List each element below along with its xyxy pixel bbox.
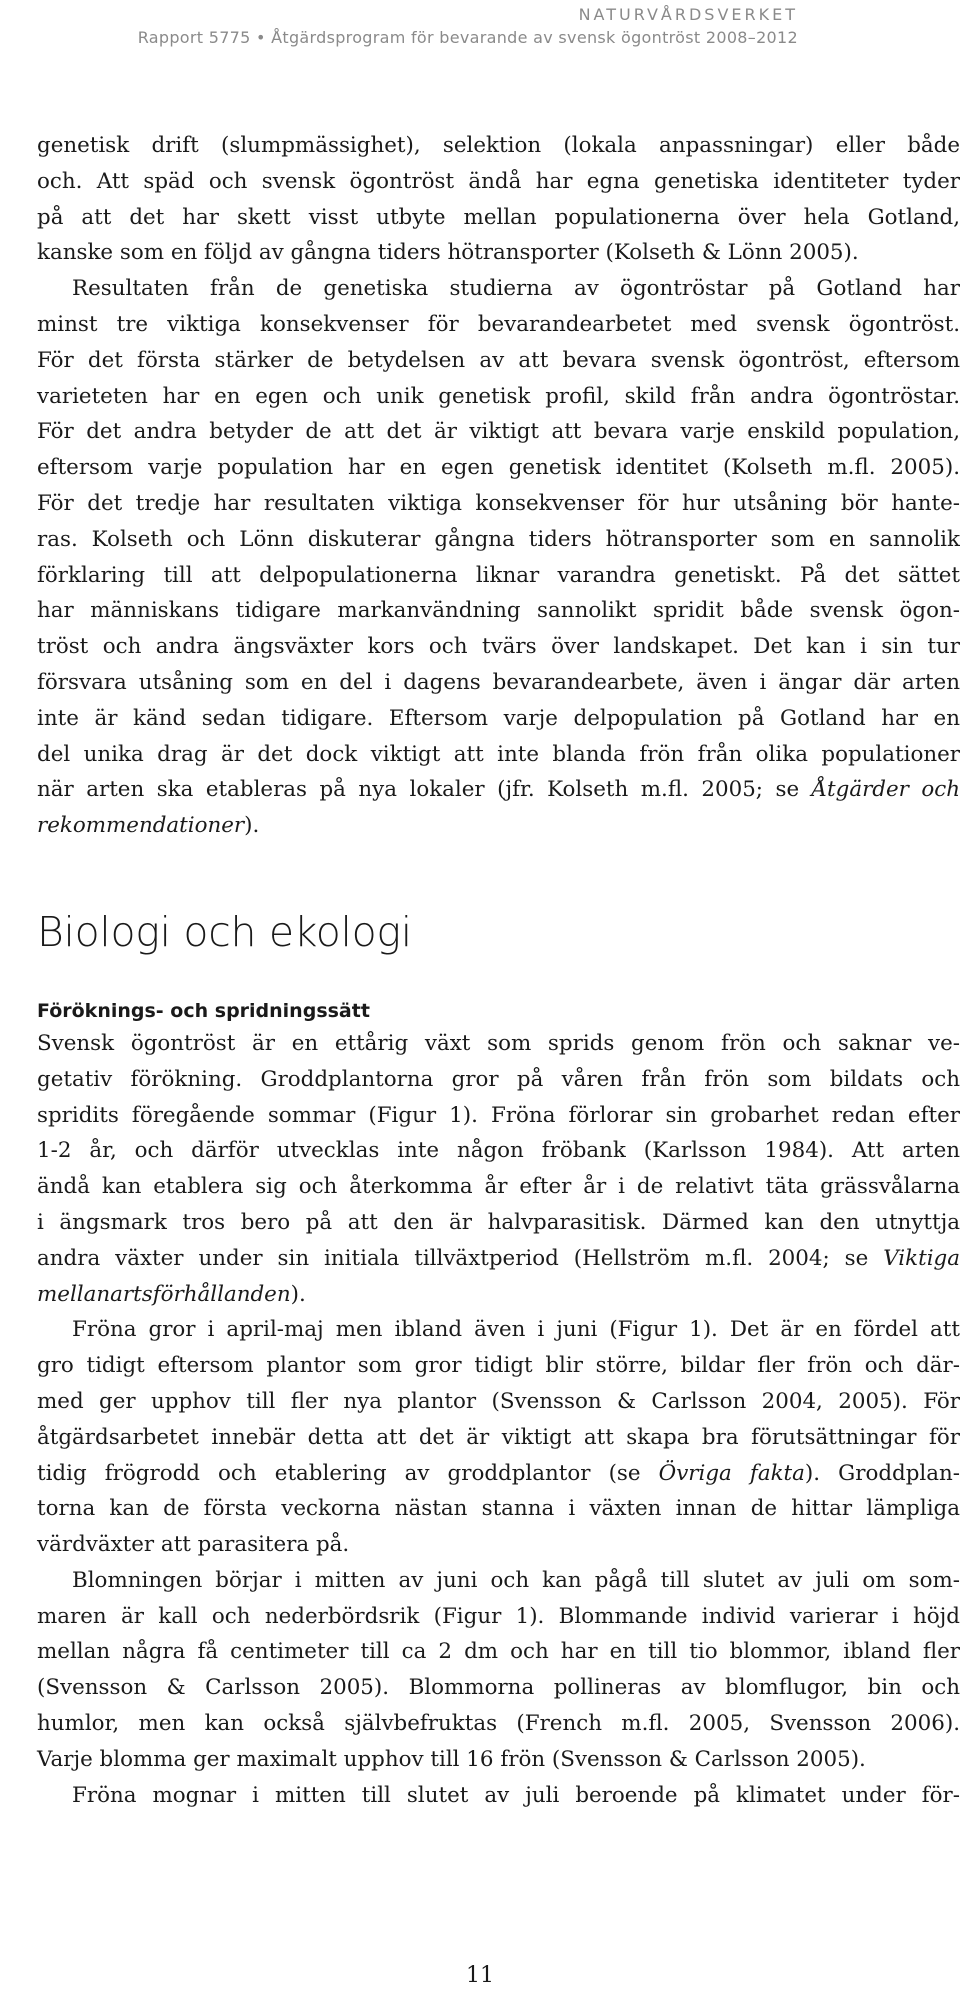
text-fragment: tidig frögrodd och etablering av groddplantor (se — [37, 1460, 659, 1486]
text-line — [37, 772, 960, 808]
text-line: inte är känd sedan tidigare. Eftersom varje delpopulation på Gotland har en — [37, 705, 960, 731]
text-line: varieteten har en egen och unik genetisk profil, skild från andra ögontröstar. — [37, 383, 960, 409]
text-fragment: ). — [290, 1281, 306, 1307]
text-line: i ängsmark tros bero på att den är halvparasitisk. Därmed kan den utnyttja — [37, 1209, 960, 1235]
header-report-title: Rapport 5775 • Åtgärdsprogram för bevarande av svensk ögontröst 2008–2012 — [137, 28, 798, 47]
paragraph-germination — [37, 1312, 960, 1563]
text-line: Svensk ögontröst är en ettårig växt som sprids genom frön och saknar ve- — [37, 1030, 960, 1056]
paragraph-flowering — [37, 1563, 960, 1778]
paragraph-seed-ripening — [37, 1778, 960, 1814]
text-line: torna kan de första veckorna nästan stanna i växten innan de hittar lämpliga — [37, 1496, 960, 1522]
text-line: och. Att späd och svensk ögontröst ändå har egna genetiska identiteter tyder — [37, 168, 960, 194]
text-line: 1-2 år, och därför utvecklas inte någon fröbank (Karlsson 1984). Att arten — [37, 1138, 960, 1164]
text-line: humlor, men kan också självbefruktas (French m.fl. 2005, Svensson 2006). — [37, 1711, 960, 1737]
text-line: Fröna mognar i mitten till slutet av juli beroende på klimatet under för- — [72, 1782, 960, 1808]
text-line: minst tre viktiga konsekvenser för bevarandearbetet med svensk ögontröst. — [37, 311, 960, 337]
text-fragment: ). — [244, 813, 260, 839]
text-line: gro tidigt eftersom plantor som gror tidigt blir större, bildar fler frön och där- — [37, 1353, 960, 1379]
text-line: ändå kan etablera sig och återkomma år efter år i de relativt täta grässvålarna — [37, 1174, 960, 1200]
header-organization: NATURVÅRDSVERKET — [578, 5, 798, 24]
text-line: värdväxter att parasitera på. — [37, 1532, 350, 1558]
text-line: (Svensson & Carlsson 2005). Blommorna pollineras av blomflugor, bin och — [37, 1675, 960, 1701]
text-line — [37, 808, 960, 844]
text-line: getativ förökning. Groddplantorna gror på våren från frön som bildats och — [37, 1066, 960, 1092]
text-line: Varje blomma ger maximalt upphov till 16 frön (Svensson & Carlsson 2005). — [37, 1746, 866, 1772]
text-line: försvara utsåning som en del i dagens bevarandearbete, även i ängar där arten — [37, 669, 960, 695]
text-line — [37, 1456, 960, 1492]
text-line: maren är kall och nederbördsrik (Figur 1). Blommande individ varierar i höjd — [37, 1603, 960, 1629]
text-line — [37, 1241, 960, 1277]
page-content — [37, 128, 960, 1813]
section-heading: Biologi och ekologi — [37, 907, 412, 956]
text-line: kanske som en följd av gångna tiders hötransporter (Kolseth & Lönn 2005). — [37, 240, 859, 266]
text-line: Resultaten från de genetiska studierna av ögontröstar på Gotland har — [72, 276, 960, 302]
text-line: Blomningen börjar i mitten av juni och kan pågå till slutet av juli om som- — [72, 1567, 960, 1593]
text-line: För det andra betyder de att det är viktigt att bevara varje enskild population, — [37, 419, 960, 445]
text-line: spridits föregående sommar (Figur 1). Fröna förlorar sin grobarhet redan efter — [37, 1102, 960, 1128]
text-line: För det första stärker de betydelsen av att bevara svensk ögontröst, eftersom — [37, 347, 960, 373]
text-line: mellan några få centimeter till ca 2 dm och har en till tio blommor, ibland fler — [37, 1639, 960, 1665]
text-fragment: när arten ska etableras på nya lokaler (jfr. Kolseth m.fl. 2005; se — [37, 777, 812, 803]
paragraph-genetic-results — [37, 271, 960, 844]
italic-reference: Åtgärder och — [811, 777, 960, 803]
page-number: 11 — [466, 1963, 494, 1988]
text-line: genetisk drift (slumpmässighet), selektion (lokala anpassningar) eller både — [37, 133, 960, 158]
text-line: eftersom varje population har en egen genetisk identitet (Kolseth m.fl. 2005). — [37, 455, 960, 481]
italic-reference: Övriga fakta — [658, 1460, 805, 1486]
text-line: För det tredje har resultaten viktiga konsekvenser för hur utsåning bör hante- — [37, 490, 960, 516]
italic-reference: Viktiga — [883, 1245, 960, 1271]
text-line: har människans tidigare markanvändning sannolikt spridit både svensk ögon- — [37, 598, 960, 624]
italic-reference: mellanartsförhållanden — [37, 1281, 291, 1307]
text-fragment: ). Groddplan- — [804, 1460, 960, 1486]
text-line: tröst och andra ängsväxter kors och tvärs över landskapet. Det kan i sin tur — [37, 634, 960, 660]
text-line: förklaring till att delpopulationerna liknar varandra genetiskt. På det sättet — [37, 562, 960, 588]
text-line: del unika drag är det dock viktigt att inte blanda frön från olika populationer — [37, 741, 960, 767]
text-line: med ger upphov till fler nya plantor (Svensson & Carlsson 2004, 2005). För — [37, 1388, 960, 1414]
text-line — [37, 1277, 960, 1313]
text-line: Fröna gror i april-maj men ibland även i juni (Figur 1). Det är en fördel att — [72, 1317, 960, 1343]
text-line: åtgärdsarbetet innebär detta att det är viktigt att skapa bra förutsättningar för — [37, 1424, 960, 1450]
subsection-heading: Föröknings- och spridningssätt — [37, 999, 370, 1022]
text-fragment: andra växter under sin initiala tillväxtperiod (Hellström m.fl. 2004; se — [37, 1245, 884, 1271]
running-header — [138, 4, 798, 50]
paragraph-genetic-drift — [37, 128, 960, 271]
paragraph-reproduction — [37, 1026, 960, 1312]
text-line: ras. Kolseth och Lönn diskuterar gångna tiders hötransporter som en sannolik — [37, 526, 960, 552]
text-line: på att det har skett visst utbyte mellan populationerna över hela Gotland, — [37, 204, 960, 230]
italic-reference: rekommendationer — [37, 813, 245, 839]
